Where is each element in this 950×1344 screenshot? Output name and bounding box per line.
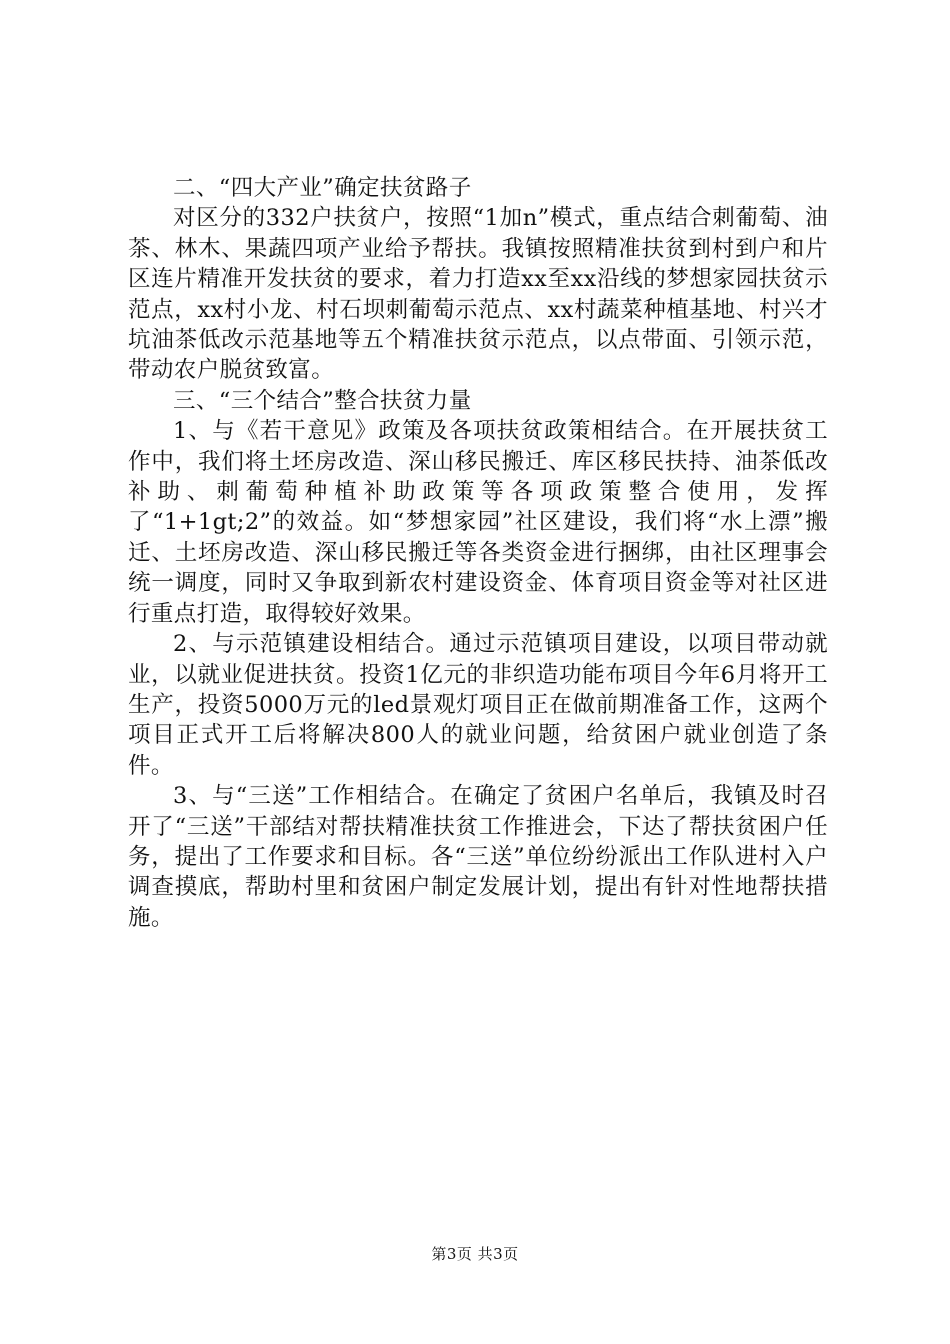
body-paragraph: 2、与示范镇建设相结合。通过示范镇项目建设，以项目带动就业，以就业促进扶贫。投资1亿元的非织造功能布项目今年6月将开工生产，投资5000万元的led景观灯项目正在做前期准备工作，这两个项目正式开工后将解决800人的就业问题，给贫困户就业创造了条件。 [128,631,828,779]
page-number-footer: 第3页 共3页 [431,1245,519,1263]
body-paragraph: 3、与“三送”工作相结合。在确定了贫困户名单后，我镇及时召开了“三送”干部结对帮扶精准扶贫工作推进会，下达了帮扶贫困户任务，提出了工作要求和目标。各“三送”单位纷纷派出工作队进村入户调查摸底，帮助村里和贫困户制定发展计划，提出有针对性地帮扶措施。 [128,783,828,931]
section-heading-three: 三、“三个结合”整合扶贫力量 [173,387,472,414]
body-paragraph: 1、与《若干意见》政策及各项扶贫政策相结合。在开展扶贫工作中，我们将土坯房改造、深山移民搬迁、库区移民扶持、油茶低改补助、刺葡萄种植补助政策等各项政策整合使用，发挥了“1+1gt;2”的效益。如“梦想家园”社区建设，我们将“水上漂”搬迁、土坯房改造、深山移民搬迁等各类资金进行捆绑，由社区理事会统一调度，同时又争取到新农村建设资金、体育项目资金等对社区进行重点打造，取得较好效果。 [128,418,828,627]
document-body [128,173,828,933]
body-paragraph: 对区分的332户扶贫户，按照“1加n”模式，重点结合刺葡萄、油茶、林木、果蔬四项产业给予帮扶。我镇按照精准扶贫到村到户和片区连片精准开发扶贫的要求，着力打造xx至xx沿线的梦想家园扶贫示范点，xx村小龙、村石坝刺葡萄示范点、xx村蔬菜种植基地、村兴才坑油茶低改示范基地等五个精准扶贫示范点，以点带面、引领示范，带动农户脱贫致富。 [128,205,828,384]
section-heading-two: 二、“四大产业”确定扶贫路子 [173,175,472,201]
